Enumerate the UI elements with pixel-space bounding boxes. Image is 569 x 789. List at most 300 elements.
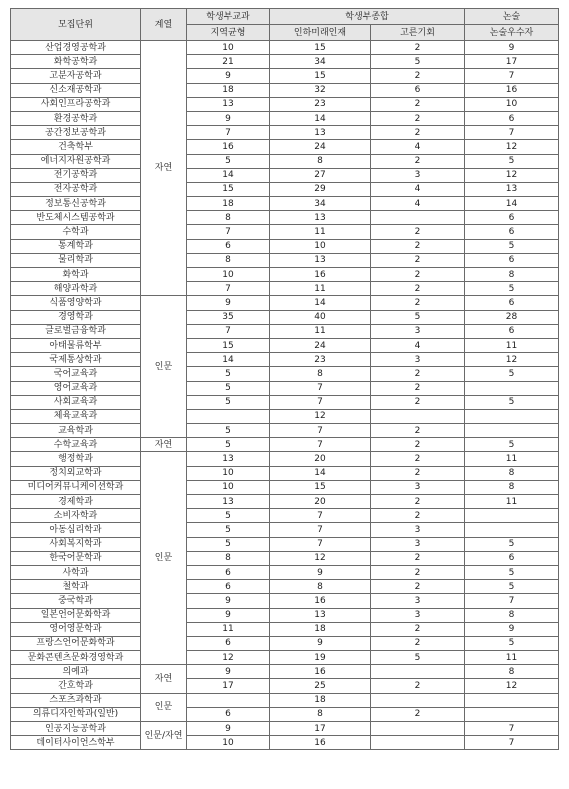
- count-cell-d: 5: [465, 239, 559, 253]
- table-row: [11, 338, 559, 352]
- table-row: [11, 83, 559, 97]
- count-cell-c: 2: [371, 679, 465, 693]
- unit-name-cell: 사학과: [11, 565, 141, 579]
- unit-name-cell: 수학교육과: [11, 438, 141, 452]
- count-cell-b: 7: [270, 509, 371, 523]
- count-cell-b: 18: [270, 693, 371, 707]
- count-cell-b: 23: [270, 97, 371, 111]
- count-cell-d: 11: [465, 651, 559, 665]
- table-row: [11, 381, 559, 395]
- count-cell-d: 7: [465, 126, 559, 140]
- table-row: [11, 693, 559, 707]
- count-cell-a: [187, 409, 270, 423]
- field-group-cell: 자연: [141, 438, 187, 452]
- count-cell-b: 13: [270, 126, 371, 140]
- count-cell-c: 3: [371, 523, 465, 537]
- count-cell-b: 15: [270, 69, 371, 83]
- count-cell-b: 13: [270, 608, 371, 622]
- count-cell-a: 10: [187, 480, 270, 494]
- unit-name-cell: 영어교육과: [11, 381, 141, 395]
- count-cell-b: 7: [270, 537, 371, 551]
- unit-name-cell: 사회교육과: [11, 395, 141, 409]
- count-cell-c: 2: [371, 551, 465, 565]
- count-cell-c: 2: [371, 126, 465, 140]
- count-cell-a: 8: [187, 253, 270, 267]
- count-cell-d: 8: [465, 665, 559, 679]
- field-group-cell: 인문: [141, 452, 187, 665]
- table-row: [11, 253, 559, 267]
- table-row: [11, 126, 559, 140]
- count-cell-d: 9: [465, 622, 559, 636]
- count-cell-c: [371, 693, 465, 707]
- count-cell-d: 5: [465, 154, 559, 168]
- count-cell-c: 2: [371, 381, 465, 395]
- table-row: [11, 651, 559, 665]
- count-cell-a: 9: [187, 296, 270, 310]
- unit-name-cell: 글로벌금융학과: [11, 324, 141, 338]
- count-cell-b: 32: [270, 83, 371, 97]
- count-cell-b: 11: [270, 282, 371, 296]
- table-row: [11, 140, 559, 154]
- count-cell-a: 6: [187, 636, 270, 650]
- count-cell-d: 17: [465, 55, 559, 69]
- header-school-record: 학생부교과: [187, 9, 270, 25]
- count-cell-d: [465, 693, 559, 707]
- count-cell-d: 11: [465, 495, 559, 509]
- count-cell-d: 16: [465, 83, 559, 97]
- count-cell-c: 2: [371, 253, 465, 267]
- count-cell-d: 8: [465, 466, 559, 480]
- unit-name-cell: 인공지능공학과: [11, 722, 141, 736]
- table-row: [11, 97, 559, 111]
- count-cell-a: 6: [187, 565, 270, 579]
- count-cell-d: 28: [465, 310, 559, 324]
- unit-name-cell: 반도체시스템공학과: [11, 211, 141, 225]
- unit-name-cell: 철학과: [11, 580, 141, 594]
- count-cell-b: 11: [270, 324, 371, 338]
- count-cell-b: 14: [270, 296, 371, 310]
- header-equal-opportunity: 고른기회: [371, 25, 465, 41]
- count-cell-b: 23: [270, 353, 371, 367]
- table-row: [11, 197, 559, 211]
- count-cell-d: 5: [465, 367, 559, 381]
- count-cell-a: 5: [187, 537, 270, 551]
- count-cell-d: [465, 707, 559, 721]
- count-cell-c: 2: [371, 622, 465, 636]
- header-field: 계열: [141, 9, 187, 41]
- count-cell-d: [465, 409, 559, 423]
- count-cell-a: 5: [187, 154, 270, 168]
- table-row: [11, 523, 559, 537]
- count-cell-c: [371, 211, 465, 225]
- header-row-1: [11, 9, 559, 25]
- count-cell-d: 6: [465, 225, 559, 239]
- table-row: [11, 438, 559, 452]
- count-cell-a: 10: [187, 466, 270, 480]
- unit-name-cell: 영어영문학과: [11, 622, 141, 636]
- count-cell-a: 15: [187, 338, 270, 352]
- count-cell-b: 16: [270, 594, 371, 608]
- unit-name-cell: 체육교육과: [11, 409, 141, 423]
- unit-name-cell: 데이터사이언스학부: [11, 736, 141, 750]
- count-cell-a: 9: [187, 111, 270, 125]
- count-cell-b: 19: [270, 651, 371, 665]
- count-cell-c: 2: [371, 282, 465, 296]
- unit-name-cell: 사회인프라공학과: [11, 97, 141, 111]
- count-cell-b: 12: [270, 551, 371, 565]
- count-cell-a: 7: [187, 282, 270, 296]
- table-row: [11, 736, 559, 750]
- count-cell-d: 5: [465, 395, 559, 409]
- count-cell-d: [465, 424, 559, 438]
- count-cell-c: 2: [371, 154, 465, 168]
- count-cell-b: 17: [270, 722, 371, 736]
- count-cell-a: 12: [187, 651, 270, 665]
- table-row: [11, 424, 559, 438]
- unit-name-cell: 고분자공학과: [11, 69, 141, 83]
- table-row: [11, 452, 559, 466]
- count-cell-c: 2: [371, 41, 465, 55]
- header-essay: 논술: [465, 9, 559, 25]
- unit-name-cell: 수학과: [11, 225, 141, 239]
- count-cell-a: 14: [187, 353, 270, 367]
- count-cell-b: 25: [270, 679, 371, 693]
- table-row: [11, 41, 559, 55]
- unit-name-cell: 식품영양학과: [11, 296, 141, 310]
- admissions-table-container: [10, 8, 558, 750]
- table-row: [11, 55, 559, 69]
- count-cell-d: 12: [465, 353, 559, 367]
- count-cell-b: 14: [270, 466, 371, 480]
- count-cell-b: 14: [270, 111, 371, 125]
- count-cell-a: 8: [187, 551, 270, 565]
- count-cell-b: 34: [270, 55, 371, 69]
- count-cell-d: 8: [465, 268, 559, 282]
- count-cell-a: 13: [187, 495, 270, 509]
- count-cell-a: 11: [187, 622, 270, 636]
- count-cell-c: 2: [371, 225, 465, 239]
- count-cell-a: 5: [187, 509, 270, 523]
- count-cell-d: 7: [465, 736, 559, 750]
- count-cell-c: 2: [371, 111, 465, 125]
- unit-name-cell: 한국어문학과: [11, 551, 141, 565]
- count-cell-b: 29: [270, 182, 371, 196]
- count-cell-b: 27: [270, 168, 371, 182]
- count-cell-c: 2: [371, 509, 465, 523]
- count-cell-d: 11: [465, 452, 559, 466]
- count-cell-d: 6: [465, 324, 559, 338]
- count-cell-d: 6: [465, 253, 559, 267]
- count-cell-c: 5: [371, 55, 465, 69]
- unit-name-cell: 환경공학과: [11, 111, 141, 125]
- count-cell-d: 7: [465, 69, 559, 83]
- count-cell-a: 13: [187, 452, 270, 466]
- count-cell-b: 8: [270, 367, 371, 381]
- unit-name-cell: 건축학부: [11, 140, 141, 154]
- count-cell-c: 4: [371, 140, 465, 154]
- count-cell-a: 35: [187, 310, 270, 324]
- count-cell-d: 12: [465, 168, 559, 182]
- count-cell-b: 40: [270, 310, 371, 324]
- count-cell-a: [187, 693, 270, 707]
- table-row: [11, 182, 559, 196]
- table-row: [11, 395, 559, 409]
- unit-name-cell: 문화콘텐츠문화경영학과: [11, 651, 141, 665]
- count-cell-d: 13: [465, 182, 559, 196]
- count-cell-a: 8: [187, 211, 270, 225]
- count-cell-d: 6: [465, 296, 559, 310]
- count-cell-a: 5: [187, 367, 270, 381]
- table-row: [11, 608, 559, 622]
- unit-name-cell: 행정학과: [11, 452, 141, 466]
- unit-name-cell: 정보통신공학과: [11, 197, 141, 211]
- unit-name-cell: 물리학과: [11, 253, 141, 267]
- unit-name-cell: 화학과: [11, 268, 141, 282]
- count-cell-d: 6: [465, 211, 559, 225]
- count-cell-d: [465, 523, 559, 537]
- count-cell-a: 9: [187, 69, 270, 83]
- count-cell-a: 18: [187, 83, 270, 97]
- unit-name-cell: 프랑스언어문화학과: [11, 636, 141, 650]
- count-cell-d: 5: [465, 580, 559, 594]
- count-cell-d: 7: [465, 594, 559, 608]
- unit-name-cell: 아동심리학과: [11, 523, 141, 537]
- count-cell-a: 6: [187, 707, 270, 721]
- field-group-cell: 자연: [141, 41, 187, 296]
- table-row: [11, 466, 559, 480]
- unit-name-cell: 간호학과: [11, 679, 141, 693]
- count-cell-d: 9: [465, 41, 559, 55]
- count-cell-c: 4: [371, 182, 465, 196]
- count-cell-d: 12: [465, 140, 559, 154]
- table-row: [11, 509, 559, 523]
- count-cell-d: 5: [465, 636, 559, 650]
- table-row: [11, 310, 559, 324]
- count-cell-c: 2: [371, 565, 465, 579]
- count-cell-d: 8: [465, 608, 559, 622]
- count-cell-a: 21: [187, 55, 270, 69]
- count-cell-a: 7: [187, 126, 270, 140]
- count-cell-d: 5: [465, 537, 559, 551]
- count-cell-c: 2: [371, 495, 465, 509]
- count-cell-d: 5: [465, 282, 559, 296]
- table-row: [11, 495, 559, 509]
- count-cell-c: 5: [371, 310, 465, 324]
- count-cell-c: 2: [371, 97, 465, 111]
- count-cell-b: 8: [270, 707, 371, 721]
- unit-name-cell: 전기공학과: [11, 168, 141, 182]
- count-cell-d: [465, 381, 559, 395]
- table-row: [11, 296, 559, 310]
- count-cell-c: 2: [371, 296, 465, 310]
- table-row: [11, 324, 559, 338]
- count-cell-c: [371, 665, 465, 679]
- count-cell-c: 2: [371, 395, 465, 409]
- count-cell-d: 11: [465, 338, 559, 352]
- table-row: [11, 665, 559, 679]
- count-cell-b: 8: [270, 154, 371, 168]
- unit-name-cell: 해양과학과: [11, 282, 141, 296]
- count-cell-a: 18: [187, 197, 270, 211]
- count-cell-c: 2: [371, 466, 465, 480]
- table-row: [11, 268, 559, 282]
- count-cell-b: 13: [270, 211, 371, 225]
- unit-name-cell: 전자공학과: [11, 182, 141, 196]
- count-cell-c: [371, 409, 465, 423]
- count-cell-c: 2: [371, 580, 465, 594]
- table-row: [11, 537, 559, 551]
- table-row: [11, 168, 559, 182]
- table-row: [11, 239, 559, 253]
- admissions-table: [10, 8, 559, 750]
- count-cell-b: 16: [270, 736, 371, 750]
- count-cell-b: 15: [270, 41, 371, 55]
- count-cell-d: 14: [465, 197, 559, 211]
- count-cell-a: 5: [187, 424, 270, 438]
- count-cell-a: 9: [187, 722, 270, 736]
- count-cell-b: 7: [270, 438, 371, 452]
- count-cell-b: 11: [270, 225, 371, 239]
- unit-name-cell: 공간정보공학과: [11, 126, 141, 140]
- table-row: [11, 480, 559, 494]
- count-cell-a: 15: [187, 182, 270, 196]
- table-row: [11, 353, 559, 367]
- count-cell-d: 6: [465, 111, 559, 125]
- table-row: [11, 679, 559, 693]
- count-cell-d: 8: [465, 480, 559, 494]
- count-cell-d: [465, 509, 559, 523]
- unit-name-cell: 신소재공학과: [11, 83, 141, 97]
- count-cell-b: 16: [270, 665, 371, 679]
- unit-name-cell: 화학공학과: [11, 55, 141, 69]
- count-cell-c: [371, 736, 465, 750]
- header-essay-excellence: 논술우수자: [465, 25, 559, 41]
- unit-name-cell: 정치외교학과: [11, 466, 141, 480]
- table-row: [11, 111, 559, 125]
- count-cell-c: 2: [371, 438, 465, 452]
- count-cell-c: 6: [371, 83, 465, 97]
- count-cell-a: 5: [187, 381, 270, 395]
- count-cell-a: 7: [187, 225, 270, 239]
- unit-name-cell: 아태물류학부: [11, 338, 141, 352]
- count-cell-b: 7: [270, 381, 371, 395]
- count-cell-b: 16: [270, 268, 371, 282]
- count-cell-a: 9: [187, 608, 270, 622]
- unit-name-cell: 일본언어문화학과: [11, 608, 141, 622]
- unit-name-cell: 스포츠과학과: [11, 693, 141, 707]
- unit-name-cell: 사회복지학과: [11, 537, 141, 551]
- unit-name-cell: 국제통상학과: [11, 353, 141, 367]
- count-cell-c: 4: [371, 197, 465, 211]
- count-cell-a: 17: [187, 679, 270, 693]
- count-cell-d: 7: [465, 722, 559, 736]
- count-cell-b: 7: [270, 523, 371, 537]
- table-row: [11, 722, 559, 736]
- unit-name-cell: 교육학과: [11, 424, 141, 438]
- unit-name-cell: 에너지자원공학과: [11, 154, 141, 168]
- header-unit: 모집단위: [11, 9, 141, 41]
- count-cell-c: 2: [371, 367, 465, 381]
- count-cell-b: 9: [270, 636, 371, 650]
- table-row: [11, 69, 559, 83]
- count-cell-d: 5: [465, 438, 559, 452]
- table-body: [11, 41, 559, 750]
- count-cell-a: 7: [187, 324, 270, 338]
- unit-name-cell: 중국학과: [11, 594, 141, 608]
- count-cell-c: 3: [371, 537, 465, 551]
- count-cell-c: 2: [371, 636, 465, 650]
- count-cell-a: 5: [187, 438, 270, 452]
- count-cell-c: 3: [371, 608, 465, 622]
- table-row: [11, 594, 559, 608]
- table-row: [11, 211, 559, 225]
- count-cell-d: 12: [465, 679, 559, 693]
- unit-name-cell: 의예과: [11, 665, 141, 679]
- header-regional-balance: 지역균형: [187, 25, 270, 41]
- count-cell-c: 3: [371, 324, 465, 338]
- count-cell-c: 3: [371, 168, 465, 182]
- count-cell-a: 10: [187, 41, 270, 55]
- count-cell-b: 7: [270, 395, 371, 409]
- count-cell-c: [371, 722, 465, 736]
- unit-name-cell: 통계학과: [11, 239, 141, 253]
- count-cell-c: 3: [371, 594, 465, 608]
- table-row: [11, 282, 559, 296]
- table-row: [11, 707, 559, 721]
- count-cell-d: 6: [465, 551, 559, 565]
- table-row: [11, 551, 559, 565]
- count-cell-a: 10: [187, 736, 270, 750]
- count-cell-b: 13: [270, 253, 371, 267]
- table-row: [11, 636, 559, 650]
- table-row: [11, 154, 559, 168]
- unit-name-cell: 의류디자인학과(일반): [11, 707, 141, 721]
- count-cell-c: 3: [371, 353, 465, 367]
- count-cell-a: 14: [187, 168, 270, 182]
- table-row: [11, 409, 559, 423]
- count-cell-b: 8: [270, 580, 371, 594]
- unit-name-cell: 산업경영공학과: [11, 41, 141, 55]
- count-cell-a: 9: [187, 665, 270, 679]
- count-cell-c: 2: [371, 452, 465, 466]
- field-group-cell: 인문/자연: [141, 722, 187, 750]
- count-cell-b: 24: [270, 338, 371, 352]
- count-cell-c: 4: [371, 338, 465, 352]
- count-cell-a: 16: [187, 140, 270, 154]
- header-comprehensive: 학생부종합: [270, 9, 465, 25]
- count-cell-b: 9: [270, 565, 371, 579]
- unit-name-cell: 미디어커뮤니케이션학과: [11, 480, 141, 494]
- count-cell-b: 20: [270, 452, 371, 466]
- count-cell-b: 10: [270, 239, 371, 253]
- count-cell-c: 2: [371, 69, 465, 83]
- count-cell-a: 6: [187, 580, 270, 594]
- table-row: [11, 580, 559, 594]
- unit-name-cell: 경영학과: [11, 310, 141, 324]
- count-cell-c: 2: [371, 424, 465, 438]
- count-cell-c: 5: [371, 651, 465, 665]
- header-future-talent: 인하미래인재: [270, 25, 371, 41]
- count-cell-c: 2: [371, 268, 465, 282]
- unit-name-cell: 국어교육과: [11, 367, 141, 381]
- count-cell-d: 10: [465, 97, 559, 111]
- count-cell-b: 18: [270, 622, 371, 636]
- count-cell-b: 34: [270, 197, 371, 211]
- count-cell-b: 12: [270, 409, 371, 423]
- table-row: [11, 565, 559, 579]
- count-cell-a: 5: [187, 395, 270, 409]
- field-group-cell: 인문: [141, 693, 187, 721]
